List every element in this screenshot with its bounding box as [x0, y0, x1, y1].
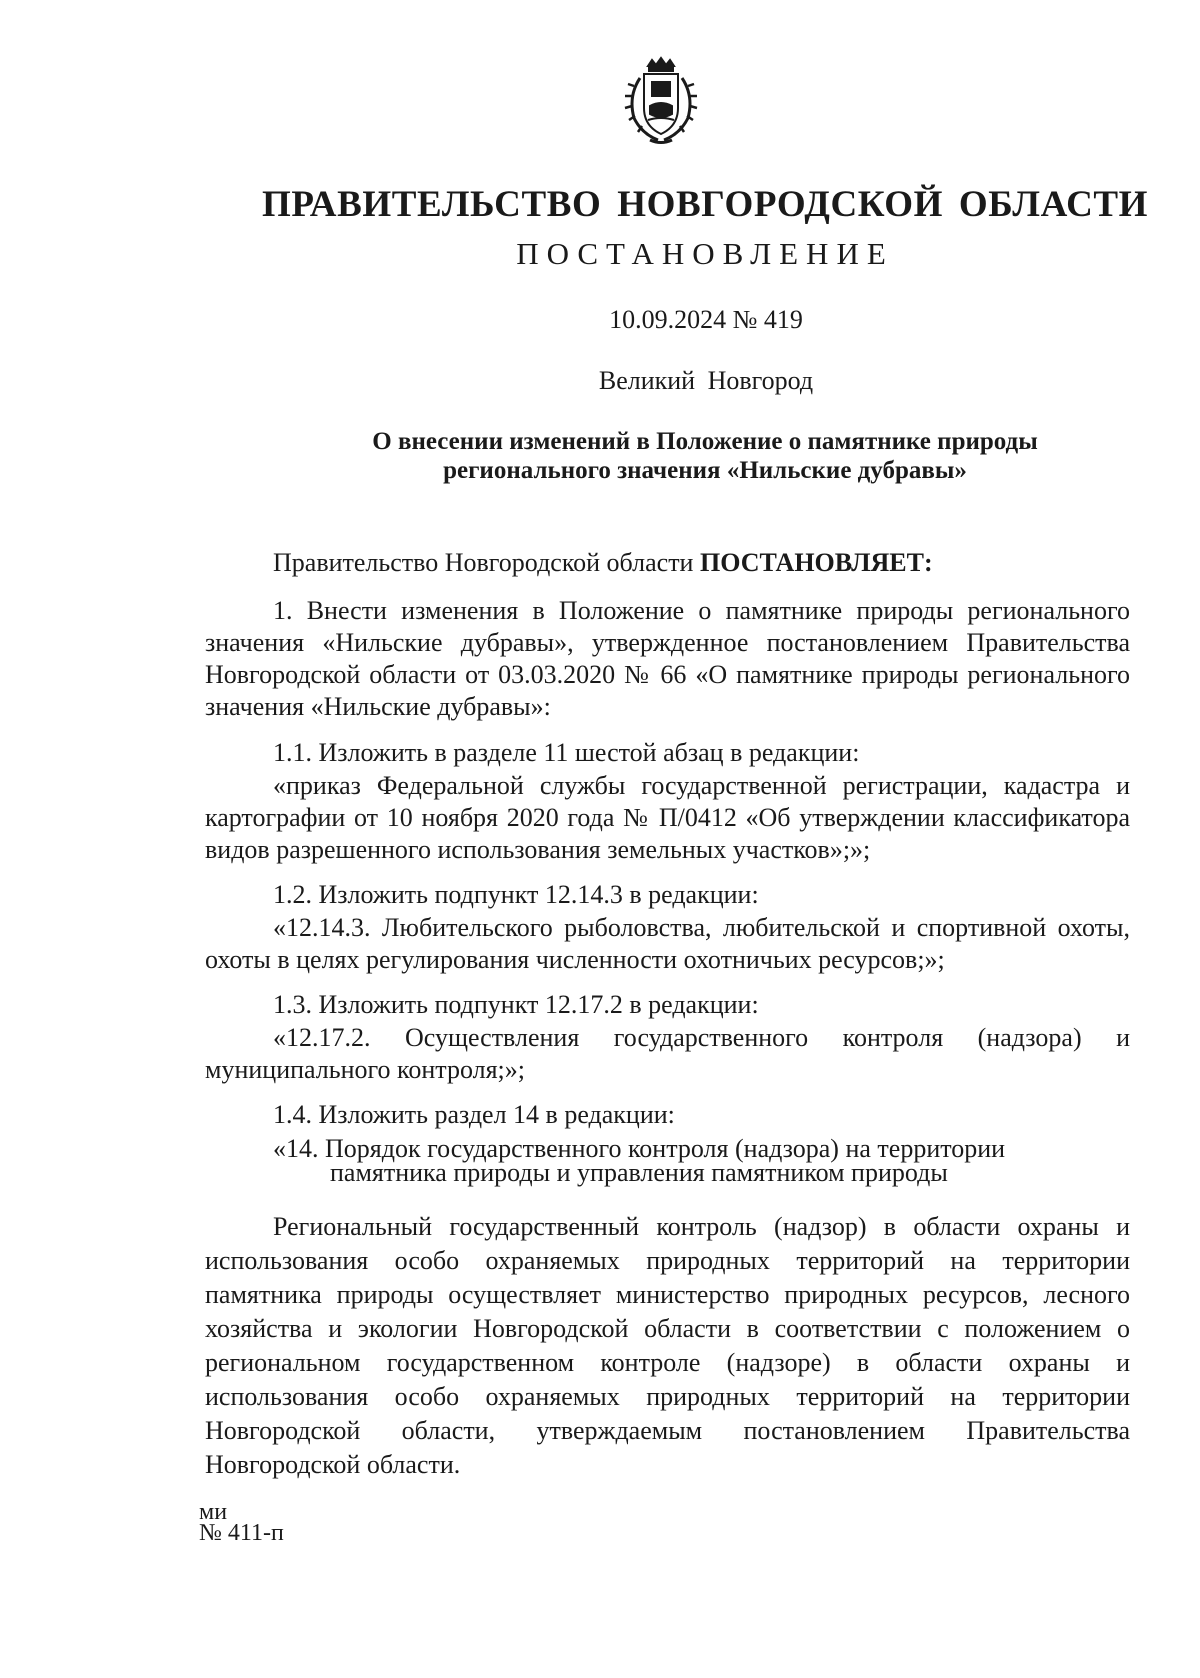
paragraph-1: 1. Внести изменения в Положение о памятнике природы регионального значения «Нильские дубравы», утвержденное постановлением Правительства Новгородской области от 03.03.2020 № 66 «О памятнике природы регионального значения «Нильские дубравы»: — [205, 596, 1130, 721]
government-title: ПРАВИТЕЛЬСТВО НОВГОРОДСКОЙ ОБЛАСТИ — [261, 184, 1149, 225]
paragraph-1-2: 1.2. Изложить подпункт 12.14.3 в редакции: — [273, 880, 759, 909]
footer-ref-number: № 411-п — [199, 1520, 284, 1546]
coat-of-arms-emblem — [620, 56, 702, 146]
paragraph-1-1: 1.1. Изложить в разделе 11 шестой абзац в редакции: — [273, 738, 860, 767]
document-subject — [0, 427, 1200, 485]
section-14-text: Региональный государственный контроль (надзор) в области охраны и использования особо охраняемых природных территорий на территории памятника природы осуществляет министерство природных ресурсов, лесного хозяйства и экологии Новгородской области в соответствии с положением о региональном государственном контроле (надзоре) в области охраны и использования особо охраняемых природных территорий на территории Новгородской области, утверждаемым постановлением Правительства Новгородской области. — [205, 1212, 1130, 1479]
preamble-text: Правительство Новгородской области — [273, 548, 700, 577]
paragraph-1-3: 1.3. Изложить подпункт 12.17.2 в редакции: — [273, 990, 759, 1019]
subject-line-1: О внесении изменений в Положение о памятнике природы — [372, 428, 1038, 455]
paragraph-1-3-text: «12.17.2. Осуществления государственного контроля (надзора) и муниципального контроля;»; — [205, 1023, 1130, 1084]
document-type: ПОСТАНОВЛЕНИЕ — [516, 236, 894, 271]
footer-initials: ми — [199, 1499, 228, 1525]
preamble — [273, 548, 933, 578]
document-city: Великий Новгород — [598, 366, 814, 395]
document-date-number: 10.09.2024 № 419 — [609, 305, 803, 334]
paragraph-1-4: 1.4. Изложить раздел 14 в редакции: — [273, 1100, 675, 1129]
subject-line-2: регионального значения «Нильские дубравы» — [443, 457, 967, 484]
section-14-heading-line-1: «14. Порядок государственного контроля (надзора) на территории — [273, 1134, 1006, 1163]
paragraph-1-1-text: «приказ Федеральной службы государственной регистрации, кадастра и картографии от 10 ноября 2020 года № П/0412 «Об утверждении классификатора видов разрешенного использования земельных участков»;»; — [205, 771, 1130, 864]
section-14-heading-line-2: памятника природы и управления памятником природы — [330, 1158, 948, 1187]
paragraph-1-2-text: «12.14.3. Любительского рыболовства, любительской и спортивной охоты, охоты в целях регулирования численности охотничьих ресурсов;»; — [205, 913, 1130, 974]
preamble-decree: ПОСТАНОВЛЯЕТ: — [699, 548, 933, 577]
